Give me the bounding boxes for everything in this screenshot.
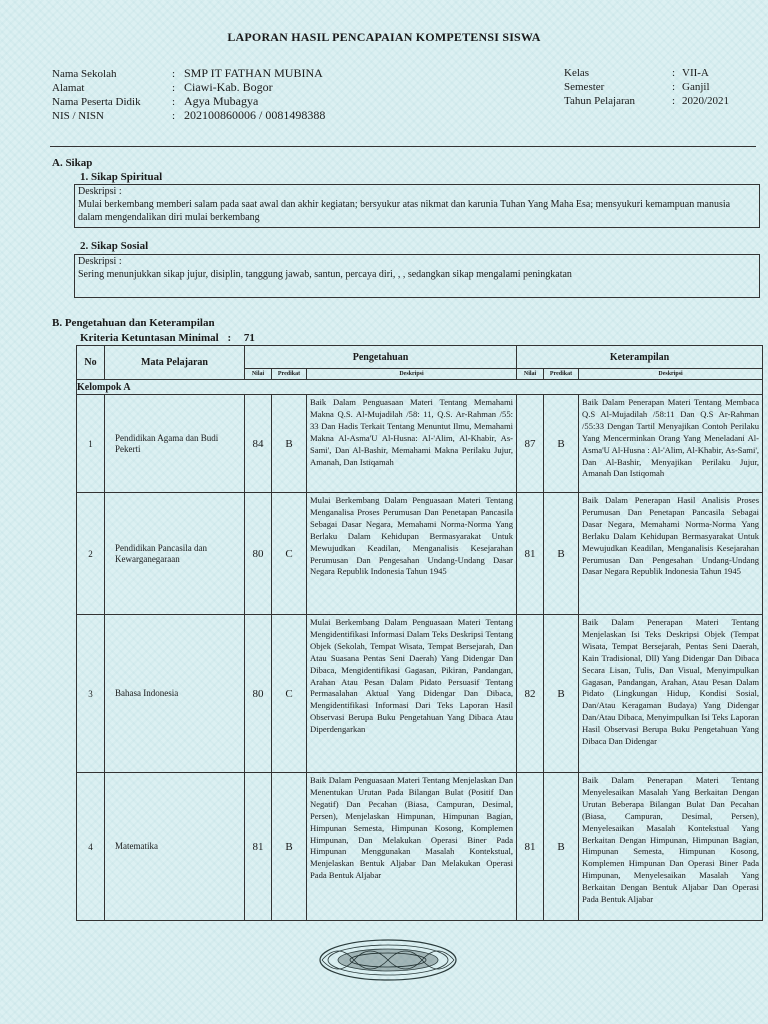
skill-grade: B <box>544 493 579 615</box>
report-title: LAPORAN HASIL PENCAPAIAN KOMPETENSI SISWA <box>227 30 541 44</box>
header-nilai: Nilai <box>245 369 272 380</box>
spiritual-description-box <box>74 184 760 228</box>
table-header-row <box>77 346 763 369</box>
knowledge-grade: C <box>272 493 307 615</box>
description-label: Deskripsi : <box>78 256 122 267</box>
field-label: Kelas <box>564 67 590 79</box>
header-deskripsi: Deskripsi <box>579 369 763 380</box>
row-subject: Pendidikan Pancasila dan Kewarganegaraan <box>105 493 245 615</box>
skill-score: 81 <box>517 773 544 921</box>
skill-grade: B <box>544 395 579 493</box>
knowledge-description: Baik Dalam Penguasaan Materi Tentang Menjelaskan Dan Menentukan Urutan Pada Bilangan Bulat (Positif Dan Negatif) Dan Pecahan (Biasa, Campuran, Desimal, Persen), Menjelaskan Himpunan, Himpunan Bagian, Himpunan Semesta, Himpunan Kosong, Komplemen Himpunan, Dan Melakukan Operasi Biner Pada Himpunan Menggunakan Masalah Kontekstual, Menjelaskan Bentuk Aljabar Dan Melakukan Operasi Pada Bentuk Aljabar <box>307 773 517 921</box>
spiritual-description: Mulai berkembang memberi salam pada saat awal dan akhir kegiatan; bersyukur atas nikmat dan karunia Tuhan Yang Maha Esa; mensyukuri kemampuan manusia dalam mengendalikan diri mulai berkembang <box>78 199 731 223</box>
spiritual-heading: 1. Sikap Spiritual <box>80 171 163 183</box>
row-subject: Pendidikan Agama dan Budi Pekerti <box>105 395 245 493</box>
description-label: Deskripsi : <box>78 186 122 197</box>
year-value: 2020/2021 <box>682 95 730 107</box>
nis-row: NIS / NISN : 202100860006 / 0081498388 <box>52 108 326 122</box>
field-label: NIS / NISN <box>52 110 104 122</box>
student-name-value: Agya Mubagya <box>184 94 259 108</box>
class-value: VII-A <box>682 67 709 79</box>
knowledge-description: Baik Dalam Penguasaan Materi Tentang Memahami Makna Q.S. Al-Mujadilah /58: 11, Q.S. Ar-Rahman /55: 33 Dan Hadis Terkait Tentang Menuntut Ilmu, Memahami Makna Al-Asma'U Al-Husna: Al-'Alim, Al-Khabir, As-Sami', Dan Al-Bashir, Memahami Makna Perilaku Jujur, Amanah, Dan Istiqamah <box>307 395 517 493</box>
guilloche-ornament-icon <box>318 938 458 982</box>
header-no: No <box>77 346 105 380</box>
header-keterampilan: Keterampilan <box>517 346 763 369</box>
table-row <box>77 773 763 921</box>
field-label: Alamat <box>52 82 85 94</box>
section-b-heading: B. Pengetahuan dan Keterampilan <box>52 317 215 329</box>
skill-grade: B <box>544 773 579 921</box>
knowledge-grade: C <box>272 615 307 773</box>
grades-table <box>76 345 763 921</box>
field-label: Nama Peserta Didik <box>52 96 141 108</box>
address-row: Alamat : Ciawi-Kab. Bogor <box>52 80 273 94</box>
table-row <box>77 395 763 493</box>
nis-value: 202100860006 / 0081498388 <box>184 108 326 122</box>
group-row <box>77 380 763 395</box>
address-value: Ciawi-Kab. Bogor <box>184 80 273 94</box>
knowledge-score: 80 <box>245 493 272 615</box>
section-a-heading: A. Sikap <box>52 157 93 169</box>
field-label: Semester <box>564 81 605 93</box>
student-info-right <box>564 66 729 108</box>
knowledge-description: Mulai Berkembang Dalam Penguasaan Materi Tentang Mengidentifikasi Informasi Dalam Teks Deskripsi Tentang Objek (Sekolah, Tempat Wisata, Tempat Bersejarah, Dan Atau Suasana Pentas Seni Daerah) Yang Didengar Dan Dibaca, Mengidentifikasi Gagasan, Pikiran, Pandangan, Arahan Atau Pesan Dalam Pidato Persuasif Tentang Permasalahan Aktual Yang Didengar Dan Dibaca, Mengidentifikasi Informasi Dari Teks Laporan Hasil Observasi Berupa Buku Pengetahuan Yang Dibaca Atau Diperdengarkan <box>307 615 517 773</box>
knowledge-grade: B <box>272 773 307 921</box>
kkm-colon: : <box>227 332 232 344</box>
skill-score: 81 <box>517 493 544 615</box>
header-divider <box>50 146 756 147</box>
kkm-value: 71 <box>243 332 255 344</box>
table-row <box>77 493 763 615</box>
school-name-value: SMP IT FATHAN MUBINA <box>184 66 323 80</box>
social-description: Sering menunjukkan sikap jujur, disiplin, tanggung jawab, santun, percaya diri, , , sedangkan sikap mengalami peningkatan <box>78 269 572 280</box>
row-subject: Bahasa Indonesia <box>105 615 245 773</box>
skill-score: 87 <box>517 395 544 493</box>
social-description-box <box>74 254 760 298</box>
skill-description: Baik Dalam Penerapan Hasil Analisis Proses Perumusan Dan Penetapan Pancasila Sebagai Dasar Negara, Memahami Norma-Norma Yang Berlaku Dalam Kehidupan Bermasyarakat Untuk Mewujudkan Keadilan, Menganalisis Kesejarahan Perumusan Dan Pengesahan Undang-Undang Dasar Negara Republik Indonesia Tahun 1945 <box>579 493 763 615</box>
semester-value: Ganjil <box>682 81 710 93</box>
header-predikat: Predikat <box>272 369 307 380</box>
field-label: Tahun Pelajaran <box>564 95 636 107</box>
knowledge-score: 80 <box>245 615 272 773</box>
header-pengetahuan: Pengetahuan <box>245 346 517 369</box>
class-row: Kelas : VII-A <box>564 67 709 79</box>
skill-score: 82 <box>517 615 544 773</box>
school-name-row: Nama Sekolah : SMP IT FATHAN MUBINA <box>52 66 323 80</box>
knowledge-description: Mulai Berkembang Dalam Penguasaan Materi Tentang Menganalisa Proses Perumusan Dan Penetapan Pancasila Sebagai Dasar Negara, Memahami Norma-Norma Yang Berlaku Dalam Kehidupan Bermasyarakat Untuk Mewujudkan Keadilan, Menganalisis Kesejarahan Perumusan Dan Pengesahan Undang-Undang Dasar Negara Republik Indonesia Tahun 1945 <box>307 493 517 615</box>
row-no: 1 <box>77 395 105 493</box>
knowledge-score: 84 <box>245 395 272 493</box>
student-name-row: Nama Peserta Didik : Agya Mubagya <box>52 94 259 108</box>
skill-description: Baik Dalam Penerapan Materi Tentang Menjelaskan Isi Teks Deskripsi Objek (Tempat Wisata, Tempat Bersejarah, Pentas Seni Daerah, Kain Tradisional, Dll) Yang Didengar Dan Dibaca Secara Lisan, Tulis, Dan Visual, Menyimpulkan Gagasan, Pandangan, Arahan, Atau Pesan Dalam Pidato (Lingkungan Hidup, Kondisi Sosial, Dan/Atau Keragaman Budaya) Yang Didengar Dan/Atau Dibaca, Menyimpulkan Isi Teks Laporan Hasil Observasi Berupa Buku Pengetahuan Yang Dibaca Dan Didengar <box>579 615 763 773</box>
header-mapel: Mata Pelajaran <box>105 346 245 380</box>
semester-row: Semester : Ganjil <box>564 81 710 93</box>
header-nilai: Nilai <box>517 369 544 380</box>
field-label: Nama Sekolah <box>52 68 117 80</box>
skill-grade: B <box>544 615 579 773</box>
row-no: 2 <box>77 493 105 615</box>
header-predikat: Predikat <box>544 369 579 380</box>
kkm-label: Kriteria Ketuntasan Minimal <box>80 332 219 344</box>
student-info-left <box>52 66 325 122</box>
skill-description: Baik Dalam Penerapan Materi Tentang Membaca Q.S Al-Mujadilah /58:11 Dan Q.S Ar-Rahman /55:33 Dengan Tartil Menyajikan Contoh Perilaku Yang Mencerminkan Orang Yang Meneladani Al-Asma'U Al-Husna : Al-'Alim, Al-Khabir, As-Sami', Dan Al-Bashir, Menyajikan Perilaku Jujur, Amanah Dan Istiqomah <box>579 395 763 493</box>
skill-description: Baik Dalam Penerapan Materi Tentang Menyelesaikan Masalah Yang Berkaitan Dengan Urutan Beberapa Bilangan Bulat Dan Pecahan (Biasa, Campuran, Desimal, Persen), Menyelesaikan Masalah Kontekstual Yang Berkaitan Dengan Himpunan, Himpunan Bagian, Himpunan Semesta, Himpunan Kosong, Komplemen Himpunan Dan Operasi Biner Pada Himpunan, Menyelesaikan Masalah Yang Berkaitan Dengan Bentuk Aljabar Dan Operasi Pada Bentuk Aljabar <box>579 773 763 921</box>
table-row <box>77 615 763 773</box>
row-subject: Matematika <box>105 773 245 921</box>
row-no: 3 <box>77 615 105 773</box>
group-label: Kelompok A <box>77 380 763 395</box>
social-heading: 2. Sikap Sosial <box>80 240 149 252</box>
knowledge-score: 81 <box>245 773 272 921</box>
kkm-line <box>80 332 255 344</box>
knowledge-grade: B <box>272 395 307 493</box>
header-deskripsi: Deskripsi <box>307 369 517 380</box>
year-row: Tahun Pelajaran : 2020/2021 <box>564 95 730 107</box>
row-no: 4 <box>77 773 105 921</box>
